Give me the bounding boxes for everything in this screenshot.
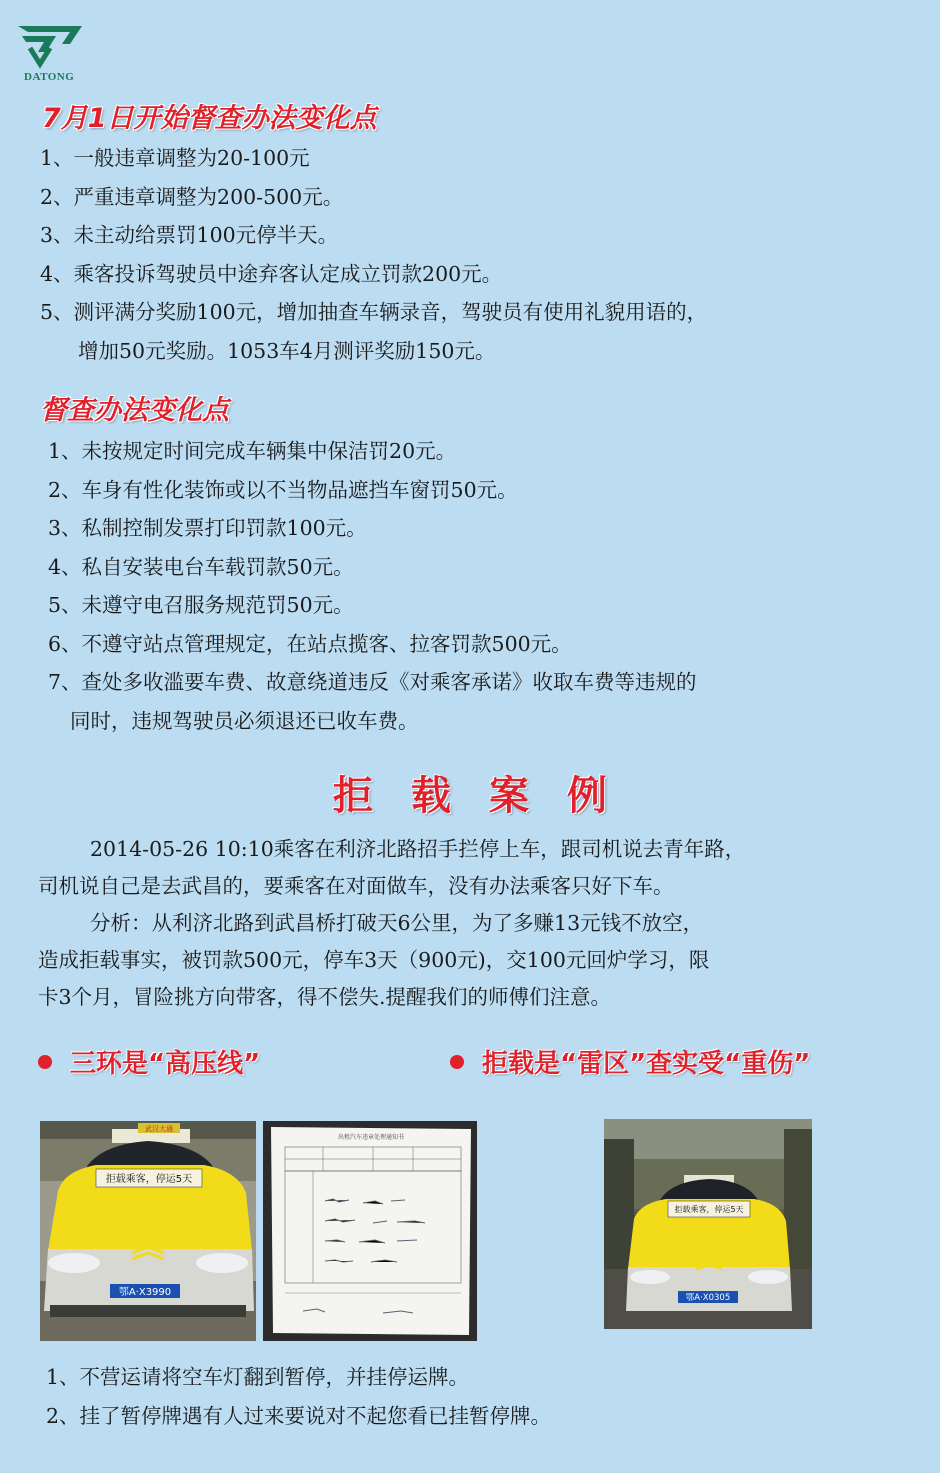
section1-heading: 7月1日开始督查办法变化点 xyxy=(42,103,377,134)
list-item: 2、严重违章调整为200-500元。 xyxy=(40,184,344,209)
plate-text: 鄂A·X0305 xyxy=(685,1293,731,1303)
list-item: 6、不遵守站点管理规定，在站点揽客、拉客罚款500元。 xyxy=(48,631,572,656)
list-item: 2、挂了暂停牌遇有人过来要说对不起您看已挂暂停牌。 xyxy=(46,1403,552,1428)
list-item: 1、不营运请将空车灯翻到暂停，并挂停运牌。 xyxy=(46,1365,470,1389)
paragraph-line: 分析：从利济北路到武昌桥打破天6公里，为了多赚13元钱不放空， xyxy=(90,911,704,935)
document-title: 出租汽车违章处理通知书 xyxy=(337,1134,405,1141)
list-item: 5、测评满分奖励100元，增加抽查车辆录音，驾驶员有使用礼貌用语的， xyxy=(40,300,708,324)
roof-sign-text: 武汉大通 xyxy=(145,1125,173,1133)
bullet-label: 拒载是“雷区”查实受“重伤” xyxy=(482,1049,811,1079)
bullet-minefield xyxy=(450,1043,810,1080)
case-paragraph-1 xyxy=(38,831,938,905)
bullet-dot-icon xyxy=(38,1055,52,1069)
list-item-continuation: 增加50元奖励。1053车4月测评奖励150元。 xyxy=(78,338,496,363)
section2-heading: 督查办法变化点 xyxy=(40,395,229,426)
bullet-dot-icon xyxy=(450,1055,464,1069)
paragraph-line: 造成拒载事实，被罚款500元，停车3天（900元)，交100元回炉学习，限 xyxy=(38,948,710,972)
list-item: 5、未遵守电召服务规范罚50元。 xyxy=(48,593,354,617)
list-item: 4、私自安装电台车载罚款50元。 xyxy=(48,554,354,579)
list-item: 3、私制控制发票打印罚款100元。 xyxy=(48,516,367,540)
violation-notice-photo xyxy=(263,1121,477,1341)
notes-list xyxy=(46,1358,551,1435)
list-item: 4、乘客投诉驾驶员中途弃客认定成立罚款200元。 xyxy=(40,261,503,286)
section2-list xyxy=(48,432,697,740)
bullet-label: 三环是“高压线” xyxy=(70,1049,261,1079)
list-item-continuation: 同时，违规驾驶员必须退还已收车费。 xyxy=(70,708,419,733)
list-item: 1、未按规定时间完成车辆集中保洁罚20元。 xyxy=(48,439,457,463)
bullet-high-voltage xyxy=(38,1043,260,1080)
list-item: 7、查处多收滥要车费、故意绕道违反《对乘客承诺》收取车费等违规的 xyxy=(48,670,697,694)
taxi-photo-1 xyxy=(40,1121,256,1341)
plate-text: 鄂A·X3990 xyxy=(118,1287,172,1298)
section1-list xyxy=(40,139,707,370)
taxi-sign-text: 拒载乘客，停运5天 xyxy=(105,1174,193,1185)
datong-logo-icon xyxy=(16,18,88,74)
logo-text: DATONG xyxy=(24,71,75,83)
list-item: 3、未主动给票罚100元停半天。 xyxy=(40,223,339,247)
list-item: 1、一般违章调整为20-100元 xyxy=(40,146,310,170)
case-paragraph-2 xyxy=(38,905,938,1016)
paragraph-line: 司机说自己是去武昌的，要乘客在对面做车，没有办法乘客只好下车。 xyxy=(38,874,674,898)
paragraph-line: 2014-05-26 10:10乘客在利济北路招手拦停上车，跟司机说去青年路， xyxy=(90,837,746,861)
case-title: 拒载案例 xyxy=(333,773,645,819)
taxi-photo-2 xyxy=(604,1119,812,1329)
list-item: 2、车身有性化装饰或以不当物品遮挡车窗罚50元。 xyxy=(48,477,518,502)
taxi-sign-text: 拒载乘客，停运5天 xyxy=(674,1205,744,1214)
paragraph-line: 卡3个月，冒险挑方向带客，得不偿失.提醒我们的师傅们注意。 xyxy=(38,985,612,1009)
